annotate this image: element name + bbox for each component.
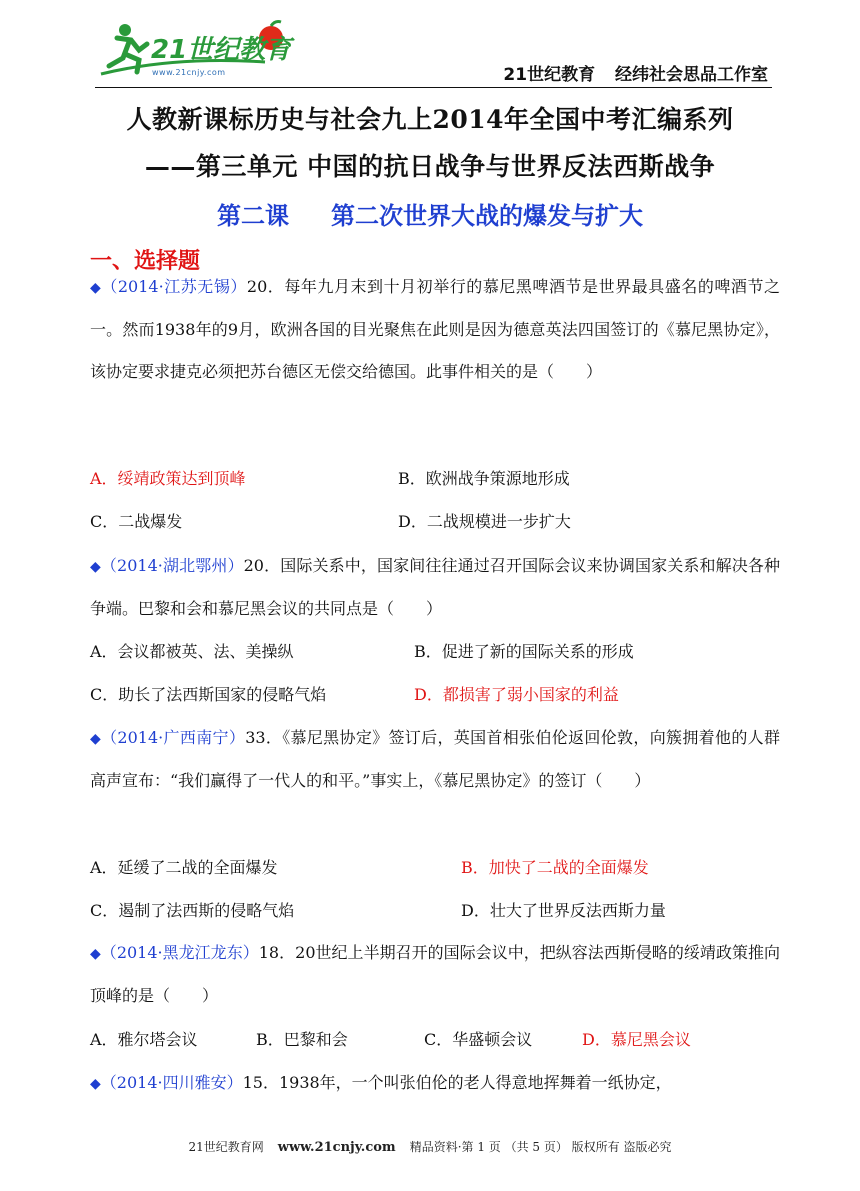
footer-page-info: 精品资料·第 1 页 （共 5 页） 版权所有 盗版必究	[409, 1140, 672, 1154]
option-d: D．慕尼黑会议	[582, 1030, 691, 1049]
section-heading: 一、选择题	[90, 249, 201, 274]
option-c: C．二战爆发	[90, 512, 183, 531]
question-5	[90, 1062, 780, 1105]
lesson-number: 第二课	[217, 202, 289, 230]
question-3	[90, 717, 780, 802]
diamond-bullet-icon: ◆	[90, 280, 102, 296]
question-stem: 20．每年九月末到十月初举行的慕尼黑啤酒节是世界最具盛名的啤酒节之一。然而1938年的9月，欧洲各国的目光聚焦在此则是因为德意英法四国签订的《慕尼黑协定》，该协定要求捷克必须把苏台德区无偿交给德国。此事件相关的是（ ）	[90, 277, 780, 381]
option-d: D．二战规模进一步扩大	[398, 512, 571, 531]
option-b: B．欧洲战争策源地形成	[398, 469, 570, 488]
page-footer	[0, 1138, 860, 1155]
question-stem: 33．《慕尼黑协定》签订后，英国首相张伯伦返回伦敦，向簇拥着他的人群高声宣布：“我们赢得了一代人的和平。”事实上，《慕尼黑协定》的签订（ ）	[90, 728, 780, 790]
option-a: A．延缓了二战的全面爆发	[90, 858, 278, 877]
question-source: （2014·黑龙江龙东）	[100, 943, 259, 962]
option-b: B．巴黎和会	[256, 1030, 348, 1049]
question-stem: 18．20世纪上半期召开的国际会议中，把纵容法西斯侵略的绥靖政策推向顶峰的是（ ）	[90, 943, 780, 1005]
question-source: （2014·四川雅安）	[100, 1073, 243, 1092]
lesson-heading	[0, 196, 860, 231]
diamond-bullet-icon: ◆	[90, 946, 101, 962]
logo-text: 21世纪教育	[151, 35, 292, 65]
lesson-title: 第二次世界大战的爆发与扩大	[331, 202, 643, 230]
option-b: B．加快了二战的全面爆发	[461, 858, 649, 877]
question-4	[90, 932, 780, 1017]
doc-title-line1: 人教新课标历史与社会九上2014年全国中考汇编系列	[126, 105, 734, 134]
header-divider	[95, 87, 772, 88]
option-a: A．雅尔塔会议	[90, 1030, 198, 1049]
option-c: C．遏制了法西斯的侵略气焰	[90, 901, 295, 920]
question-source: （2014·广西南宁）	[101, 728, 246, 747]
page-header	[0, 0, 860, 92]
question-source: （2014·江苏无锡）	[101, 277, 247, 296]
option-d: D．壮大了世界反法西斯力量	[461, 901, 666, 920]
logo-url: www.21cnjy.com	[152, 68, 226, 77]
footer-site-name: 21世纪教育网	[188, 1140, 264, 1154]
diamond-bullet-icon: ◆	[90, 559, 101, 575]
question-1	[90, 266, 780, 393]
question-source: （2014·湖北鄂州）	[100, 556, 244, 575]
option-a: A．会议都被英、法、美操纵	[90, 642, 294, 661]
option-a: A．绥靖政策达到顶峰	[90, 469, 246, 488]
option-c: C．助长了法西斯国家的侵略气焰	[90, 685, 327, 704]
doc-title-line2: ——第三单元 中国的抗日战争与世界反法西斯战争	[144, 152, 716, 181]
question-stem: 20．国际关系中，国家间往往通过召开国际会议来协调国家关系和解决各种争端。巴黎和会和慕尼黑会议的共同点是（ ）	[90, 556, 780, 618]
question-stem: 15．1938年，一个叫张伯伦的老人得意地挥舞着一纸协定，	[242, 1073, 672, 1092]
option-b: B．促进了新的国际关系的形成	[414, 642, 634, 661]
footer-url[interactable]: www.21cnjy.com	[277, 1140, 396, 1155]
option-c: C．华盛顿会议	[424, 1030, 533, 1049]
diamond-bullet-icon: ◆	[90, 1076, 101, 1092]
diamond-bullet-icon: ◆	[90, 731, 102, 747]
studio-name: 21世纪教育 经纬社会思品工作室	[503, 65, 768, 85]
question-2	[90, 545, 780, 630]
option-d: D．都损害了弱小国家的利益	[414, 685, 619, 704]
